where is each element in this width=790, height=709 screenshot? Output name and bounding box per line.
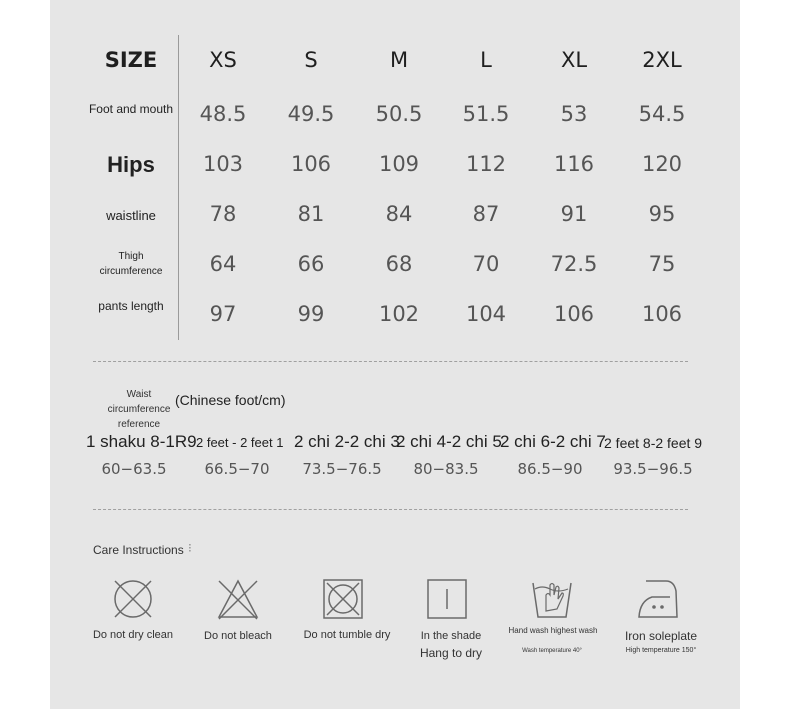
table-cell: 70 [472, 252, 500, 276]
cm-range: 66.5−70 [204, 460, 270, 478]
table-cell: 91 [560, 202, 588, 226]
table-cell: 72.5 [550, 252, 598, 276]
table-cell: 64 [209, 252, 237, 276]
chi-label: 2 feet - 2 feet 1 [196, 435, 284, 450]
table-cell: 54.5 [638, 102, 686, 126]
no-tumble-dry-icon [321, 577, 365, 621]
table-cell: 51.5 [462, 102, 510, 126]
table-divider [178, 35, 179, 340]
table-cell: 87 [472, 202, 500, 226]
cm-range: 86.5−90 [517, 460, 583, 478]
table-cell: 106 [641, 302, 683, 326]
care-label: Wash temperature 40° [522, 648, 582, 654]
dashed-divider [93, 361, 688, 362]
table-cell: 104 [465, 302, 507, 326]
chi-label: 2 chi 6-2 chi 7 [500, 432, 606, 451]
iron-icon [636, 577, 680, 621]
no-dry-clean-icon [111, 577, 155, 621]
care-label: Do not bleach [204, 630, 272, 642]
table-cell: 102 [378, 302, 420, 326]
size-header-label: SIZE [104, 48, 158, 72]
size-m: M [389, 48, 409, 72]
no-bleach-icon [216, 577, 260, 621]
table-cell: 106 [553, 302, 595, 326]
size-l: L [480, 48, 492, 72]
shade-dry-icon [425, 577, 469, 621]
care-title: Care Instructions [93, 543, 184, 557]
care-label: Do not dry clean [92, 629, 174, 641]
cm-range: 60−63.5 [101, 460, 167, 478]
size-xl: XL [560, 48, 588, 72]
size-s: S [304, 48, 318, 72]
row-label-hips: Hips [107, 152, 155, 177]
size-xs: XS [209, 48, 237, 72]
table-cell: 78 [209, 202, 237, 226]
table-cell: 48.5 [199, 102, 247, 126]
chi-label: 2 chi 4-2 chi 5 [396, 432, 502, 451]
cm-range: 80−83.5 [413, 460, 479, 478]
size-2xl: 2XL [642, 48, 682, 72]
cm-range: 93.5−96.5 [613, 460, 693, 478]
table-cell: 99 [297, 302, 325, 326]
table-cell: 53 [560, 102, 588, 126]
cm-range: 73.5−76.5 [302, 460, 382, 478]
care-title-mark: ⁝ [188, 541, 192, 555]
care-label: Iron soleplate [624, 629, 698, 643]
care-label: Do not tumble dry [303, 629, 391, 641]
row-label-pants-length: pants length [98, 299, 164, 313]
waist-reference-label: Waist circumference reference [107, 389, 171, 430]
table-cell: 75 [648, 252, 676, 276]
row-label-foot-mouth: Foot and mouth [88, 102, 174, 116]
table-cell: 120 [641, 152, 683, 176]
table-cell: 81 [297, 202, 325, 226]
row-label-waistline: waistline [106, 208, 156, 223]
table-cell: 66 [297, 252, 325, 276]
chi-label: 1 shaku 8-1R9 [86, 432, 197, 451]
table-cell: 106 [290, 152, 332, 176]
dashed-divider [93, 509, 688, 510]
table-cell: 109 [378, 152, 420, 176]
unit-note: (Chinese foot/cm) [175, 392, 286, 408]
care-label: High temperature 150° [625, 647, 697, 654]
table-cell: 103 [202, 152, 244, 176]
table-cell: 112 [465, 152, 507, 176]
row-label-thigh: Thigh circumference [99, 251, 163, 277]
hand-wash-icon [530, 577, 574, 621]
care-label: Hand wash highest wash [508, 626, 598, 635]
table-cell: 84 [385, 202, 413, 226]
chi-label: 2 chi 2-2 chi 3 [294, 432, 400, 451]
table-cell: 95 [648, 202, 676, 226]
chi-label: 2 feet 8-2 feet 9 [604, 435, 703, 451]
table-cell: 116 [553, 152, 595, 176]
table-cell: 49.5 [287, 102, 335, 126]
table-cell: 68 [385, 252, 413, 276]
care-label: In the shade [420, 630, 482, 642]
table-cell: 50.5 [375, 102, 423, 126]
table-cell: 97 [209, 302, 237, 326]
care-label: Hang to dry [419, 646, 483, 660]
